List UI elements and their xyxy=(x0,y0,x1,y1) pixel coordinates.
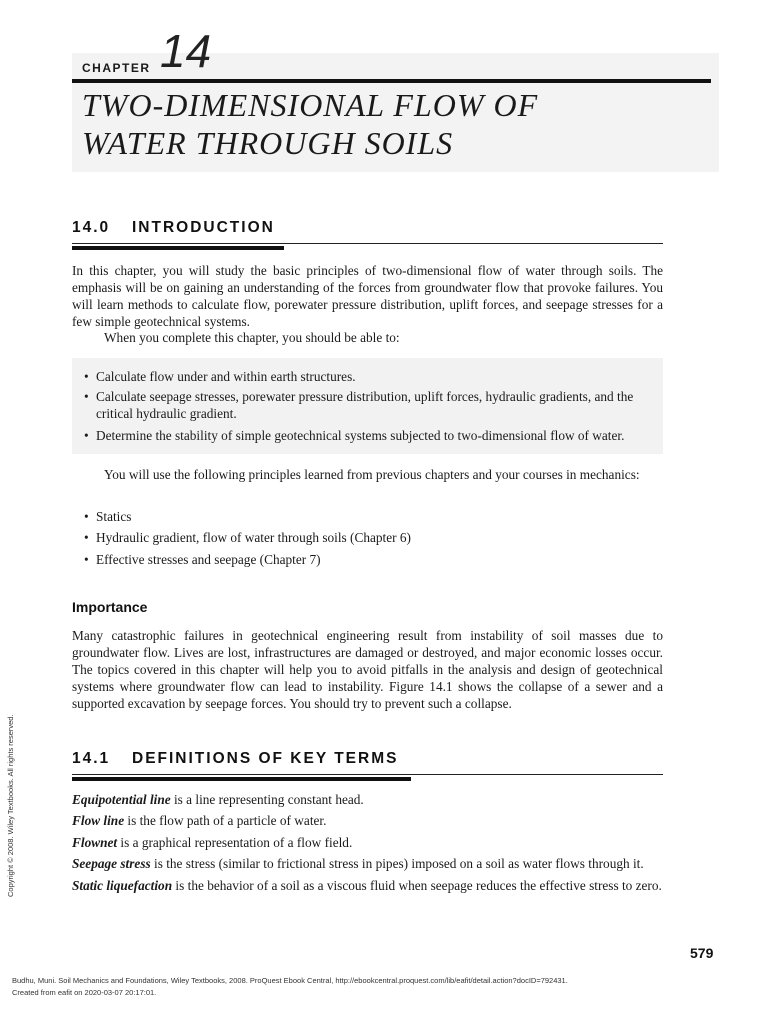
chapter-title xyxy=(82,86,702,162)
intro-paragraph: In this chapter, you will study the basic principles of two-dimensional flow of water through soils. The emphasis will be on gaining an understanding of the forces from groundwater flow that provoke failures. You will learn methods to calculate flow, porewater pressure distribution, uplift forces, and seepage stresses for a few simple geotechnical systems. xyxy=(72,263,663,329)
definition-term: Flownet xyxy=(72,835,118,850)
definition-term: Seepage stress xyxy=(72,856,151,871)
importance-heading: Importance xyxy=(72,599,148,615)
intro-paragraph-objectives-lead: When you complete this chapter, you should be able to: xyxy=(104,330,400,345)
principle-item: • Hydraulic gradient, flow of water through soils (Chapter 6) xyxy=(84,529,671,546)
definition-text: is the stress (similar to frictional stress in pipes) imposed on a soil as water flows through it. xyxy=(150,856,644,871)
section-rule-accent xyxy=(72,246,284,250)
section-number: 14.0 xyxy=(72,219,111,236)
objective-item: • Calculate seepage stresses, porewater pressure distribution, uplift forces, hydraulic gradients, and the critical hydraulic gradient. xyxy=(84,388,671,422)
definition-text: is the flow path of a particle of water. xyxy=(124,813,327,828)
section-title: INTRODUCTION xyxy=(132,219,275,236)
chapter-rule xyxy=(72,79,711,83)
section-number: 14.1 xyxy=(72,750,111,767)
principle-item: • Effective stresses and seepage (Chapter 7) xyxy=(84,551,671,568)
definition-term: Flow line xyxy=(72,813,125,828)
section-rule xyxy=(72,243,663,244)
footer-created: Created from eafit on 2020-03-07 20:17:01. xyxy=(12,988,157,997)
page-number: 579 xyxy=(690,945,714,961)
definition-flownet xyxy=(72,834,663,851)
importance-paragraph: Many catastrophic failures in geotechnical engineering result from instability of soil masses due to groundwater flow. Lives are lost, infrastructures are damaged or destroyed, and major economic losses occur. The topics covered in this chapter will help you to avoid pitfalls in the analysis and design of geotechnical systems where groundwater flow can lead to instability. Figure 14.1 shows the collapse of a sewer and a supported excavation by seepage forces. You should try to prevent such a collapse. xyxy=(72,628,663,711)
definition-static-liquefaction xyxy=(72,877,663,894)
objective-item: • Calculate flow under and within earth structures. xyxy=(84,368,671,385)
definition-text: is a line representing constant head. xyxy=(170,792,364,807)
footer-citation: Budhu, Muni. Soil Mechanics and Foundations, Wiley Textbooks, 2008. ProQuest Ebook Central, http://ebookcentral.proquest.com/lib/eafit/detail.action?docID=792431. xyxy=(12,976,568,985)
definition-text: is a graphical representation of a flow field. xyxy=(117,835,353,850)
definition-seepage-stress xyxy=(72,855,663,872)
definition-flow-line xyxy=(72,812,663,829)
section-heading-definitions xyxy=(72,750,398,768)
side-copyright-notice: Copyright © 2008. Wiley Textbooks. All rights reserved. xyxy=(6,714,15,897)
definition-equipotential-line xyxy=(72,791,663,808)
chapter-title-line1: TWO-DIMENSIONAL FLOW OF xyxy=(82,87,539,123)
section-heading-introduction xyxy=(72,219,275,237)
chapter-label: CHAPTER xyxy=(82,61,151,75)
principle-item: • Statics xyxy=(84,508,671,525)
principles-lead-paragraph: You will use the following principles learned from previous chapters and your courses in mechanics: xyxy=(104,467,640,482)
definition-text: is the behavior of a soil as a viscous fluid when seepage reduces the effective stress to zero. xyxy=(172,878,662,893)
section-rule-accent xyxy=(72,777,411,781)
section-rule xyxy=(72,774,663,775)
definition-term: Equipotential line xyxy=(72,792,171,807)
chapter-title-line2: WATER THROUGH SOILS xyxy=(82,125,454,161)
objective-item: • Determine the stability of simple geotechnical systems subjected to two-dimensional flow of water. xyxy=(84,427,671,444)
chapter-number: 14 xyxy=(160,25,212,77)
section-title: DEFINITIONS OF KEY TERMS xyxy=(132,750,399,767)
definition-term: Static liquefaction xyxy=(72,878,173,893)
